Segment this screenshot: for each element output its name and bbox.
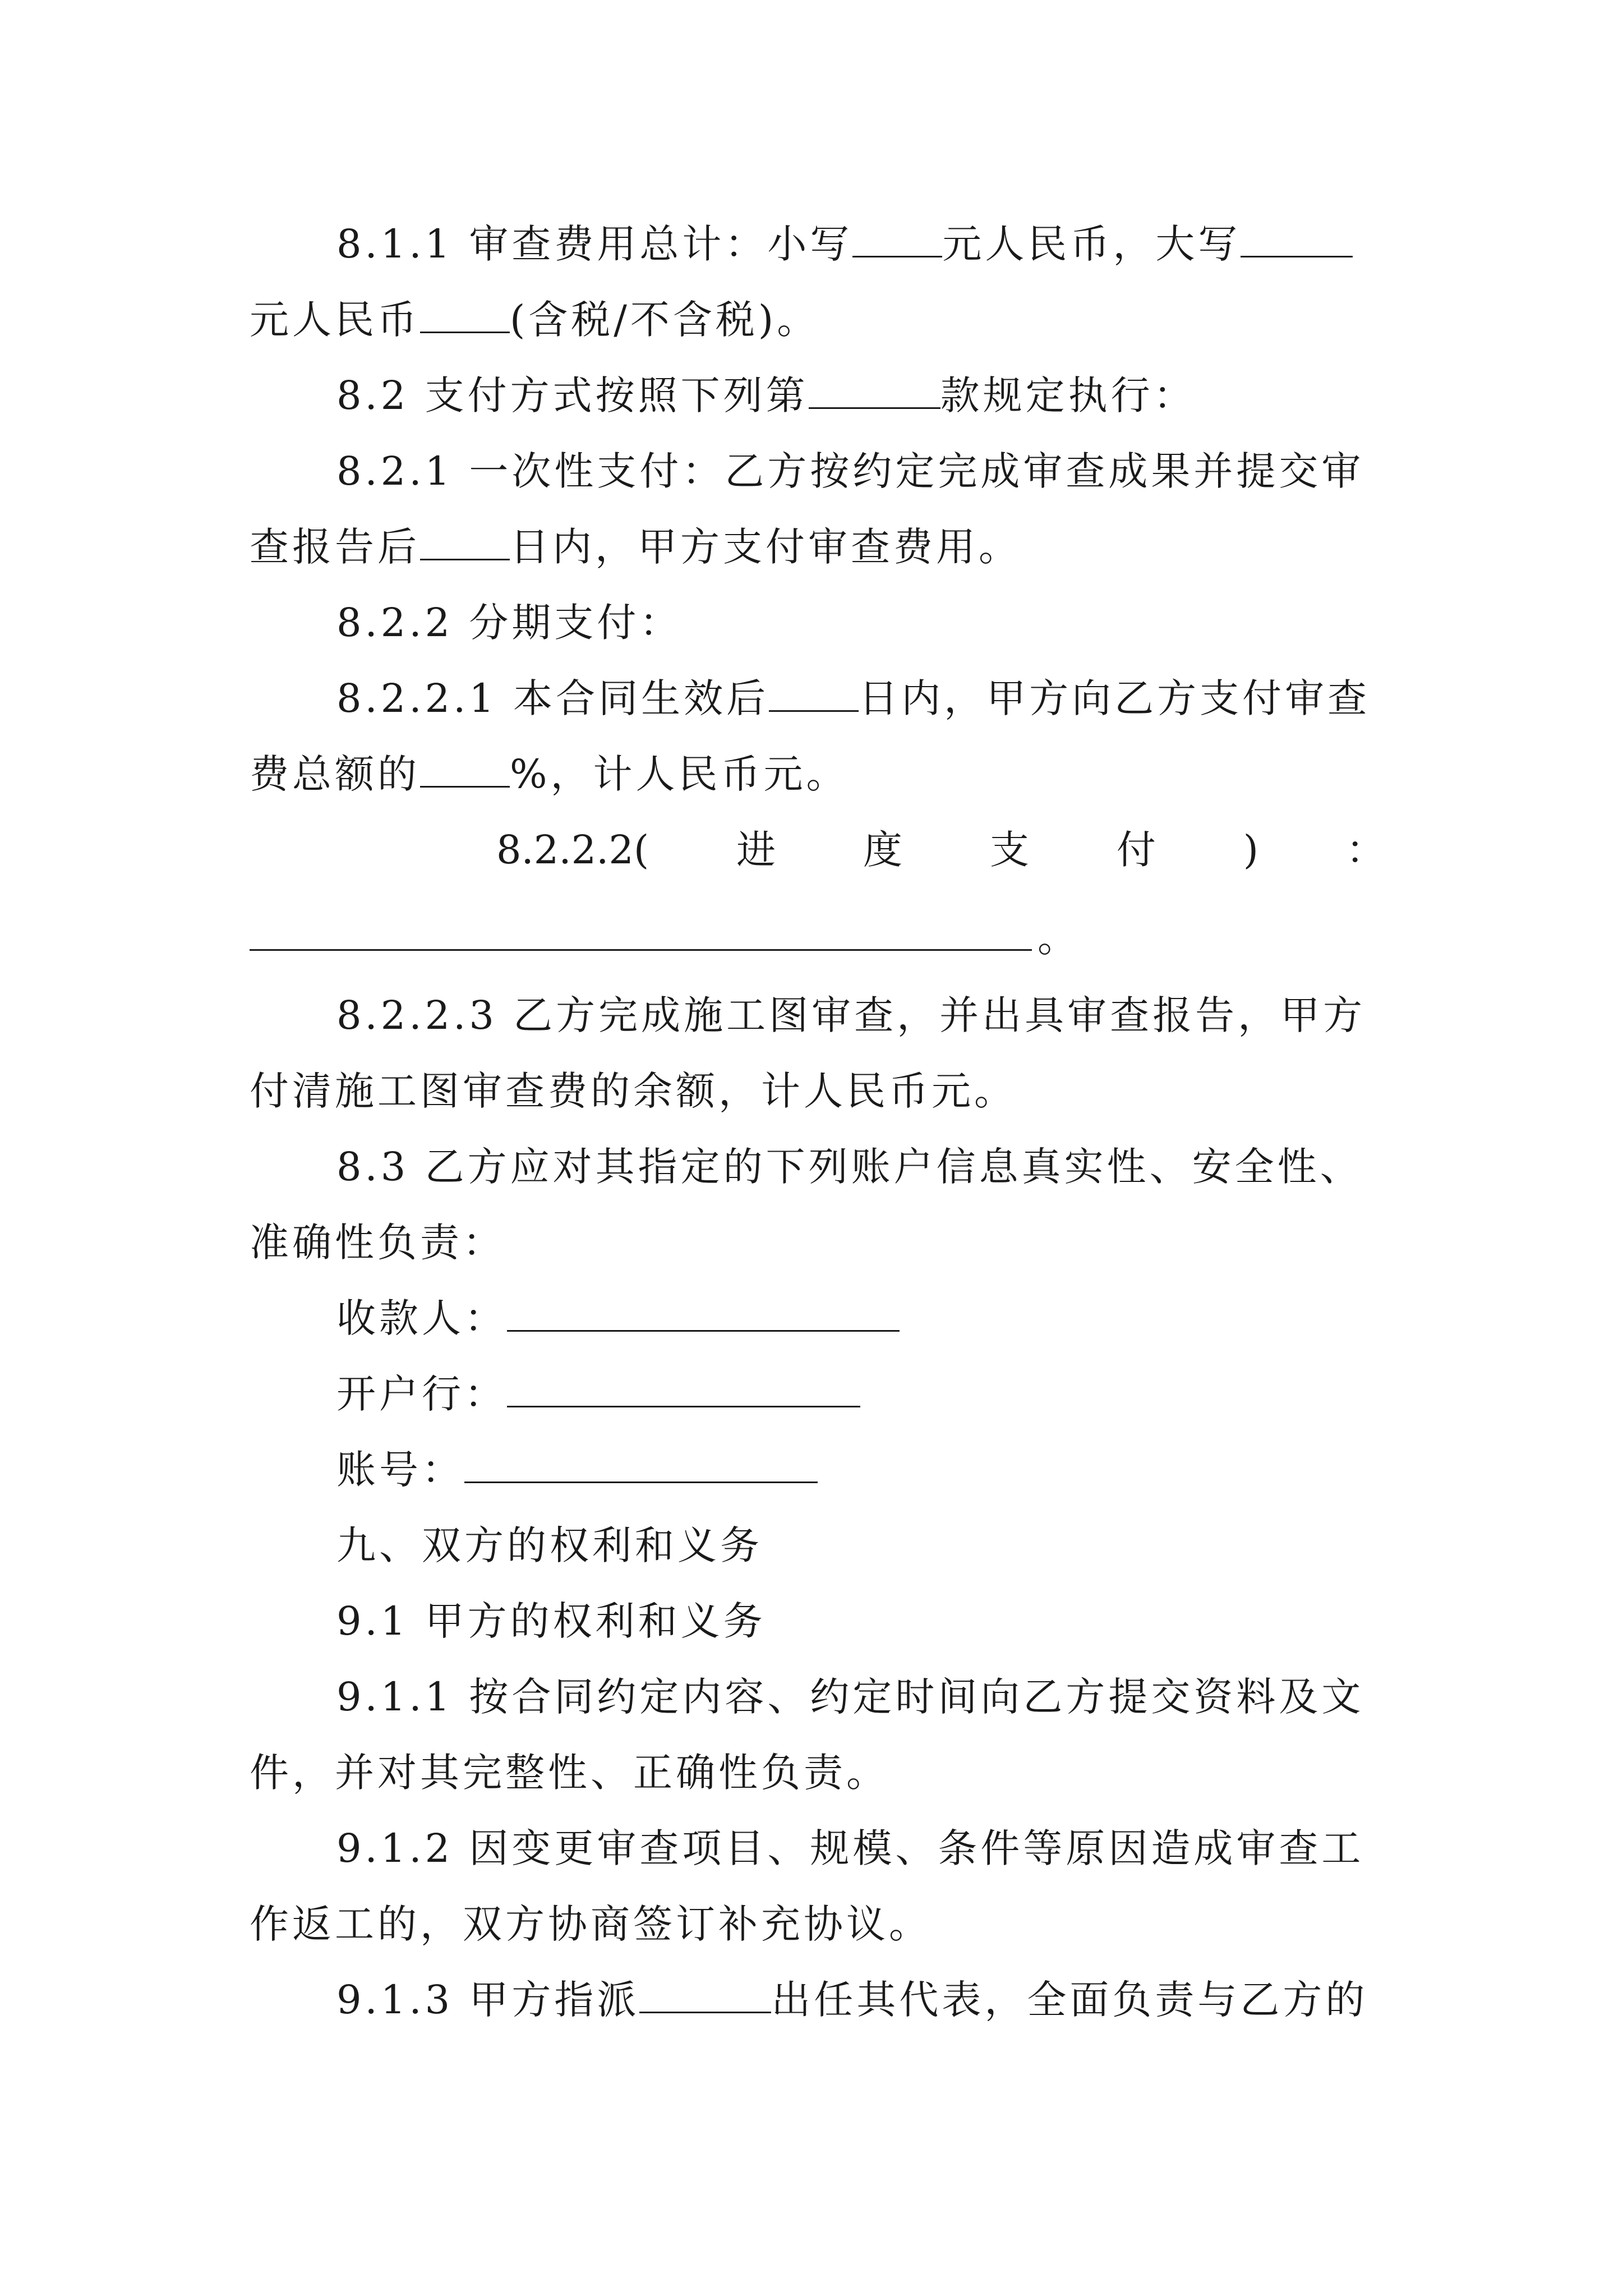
clause-text: 件，并对其完整性、正确性负责。: [250, 1750, 889, 1796]
clause-text: 8.1.1 审查费用总计：小写: [336, 221, 853, 267]
section-heading: 九、双方的权利和义务: [336, 1522, 763, 1568]
clause-text: (含税/不含税)。: [510, 297, 820, 343]
clause-text: 作返工的，双方协商签订补充协议。: [250, 1901, 932, 1947]
clause-9-1-1-line-1: [336, 1669, 1385, 1725]
clause-9-1-2-line-1: [336, 1820, 1385, 1876]
blank-payment-clause[interactable]: [809, 372, 940, 409]
clause-9-1-3: [336, 1972, 1385, 2028]
clause-text: 8.2.1 一次性支付：乙方按约定完成审查成果并提交审: [336, 448, 1364, 494]
clause-text: 日内，甲方支付审查费用。: [510, 524, 1021, 570]
clause-8-2-1-line-2: [250, 519, 1385, 575]
blank-tax[interactable]: [420, 297, 510, 333]
clause-text: 8.3 乙方应对其指定的下列账户信息真实性、安全性、: [336, 1144, 1363, 1190]
blank-representative[interactable]: [639, 1977, 771, 2013]
clause-text: 元人民币: [250, 297, 420, 343]
clause-8-2-2-2-line-1: [496, 822, 1385, 878]
clause-text: 元人民币，大写: [942, 221, 1241, 267]
section-9-1-heading: [336, 1593, 1385, 1649]
clause-text: 9.1.1 按合同约定内容、约定时间向乙方提交资料及文: [336, 1674, 1364, 1720]
clause-8-2-2-3-line-2: [250, 1063, 1385, 1119]
clause-text: 度: [863, 827, 903, 873]
clause-text: 9.1.2 因变更审查项目、规模、条件等原因造成审查工: [336, 1825, 1364, 1871]
blank-days[interactable]: [769, 675, 859, 712]
clause-text: 支: [989, 827, 1029, 873]
clause-8-1-1-line-2: [250, 292, 1385, 348]
blank-amount-lower[interactable]: [852, 221, 942, 257]
section-9-heading: [336, 1517, 1385, 1573]
clause-8-2-2: [336, 595, 1385, 651]
clause-text: 。: [1038, 915, 1077, 961]
clause-text: 8.2.2.2(: [496, 827, 649, 873]
payee-row: [336, 1290, 1385, 1346]
clause-8-1-1-line-1: [336, 216, 1385, 272]
clause-text: 日内，甲方向乙方支付审查: [859, 675, 1371, 721]
clause-text: 查报告后: [250, 524, 420, 570]
account-number-label: 账号：: [336, 1447, 464, 1493]
blank-amount-upper[interactable]: [1241, 221, 1353, 257]
clause-8-2: [336, 367, 1385, 424]
clause-text: 8.2.2.3 乙方完成施工图审查，并出具审查报告，甲方: [336, 992, 1366, 1038]
clause-text: ：: [1345, 827, 1385, 873]
clause-text: 进: [736, 827, 776, 873]
clause-8-2-1-line-1: [336, 443, 1385, 499]
blank-progress-payment[interactable]: [250, 949, 1032, 951]
account-number-row: [336, 1442, 1385, 1498]
blank-days[interactable]: [420, 524, 510, 560]
bank-field[interactable]: [507, 1371, 860, 1407]
clause-text: 费总额的: [250, 751, 420, 797]
clause-text: 9.1.3 甲方指派: [336, 1977, 640, 2023]
clause-8-2-2-3-line-1: [336, 987, 1385, 1043]
payee-label: 收款人：: [336, 1295, 507, 1341]
clause-text: 付: [1116, 827, 1156, 873]
clause-8-3-line-2: [250, 1214, 1385, 1271]
clause-8-2-2-1-line-2: [250, 746, 1385, 802]
clause-9-1-2-line-2: [250, 1896, 1385, 1952]
clause-text: ): [1243, 827, 1259, 873]
clause-text: 准确性负责：: [250, 1220, 505, 1266]
clause-text: 8.2.2.1 本合同生效后: [336, 675, 769, 721]
clause-8-3-line-1: [336, 1139, 1385, 1195]
section-heading: 9.1 甲方的权利和义务: [336, 1598, 766, 1644]
bank-label: 开户行：: [336, 1371, 507, 1417]
clause-text: 8.2 支付方式按照下列第: [336, 372, 809, 418]
account-number-field[interactable]: [464, 1447, 818, 1483]
bank-row: [336, 1366, 1385, 1422]
clause-text: 出任其代表，全面负责与乙方的: [771, 1977, 1368, 2023]
clause-text: 付清施工图审查费的余额，计人民币元。: [250, 1068, 1017, 1114]
blank-percent[interactable]: [420, 751, 510, 788]
clause-text: %，计人民币元。: [510, 751, 849, 797]
clause-9-1-1-line-2: [250, 1745, 1385, 1801]
clause-text: 8.2.2 分期支付：: [336, 600, 683, 646]
clause-text: 款规定执行：: [940, 372, 1196, 418]
clause-8-2-2-1-line-1: [336, 670, 1385, 726]
payee-field[interactable]: [507, 1295, 900, 1332]
